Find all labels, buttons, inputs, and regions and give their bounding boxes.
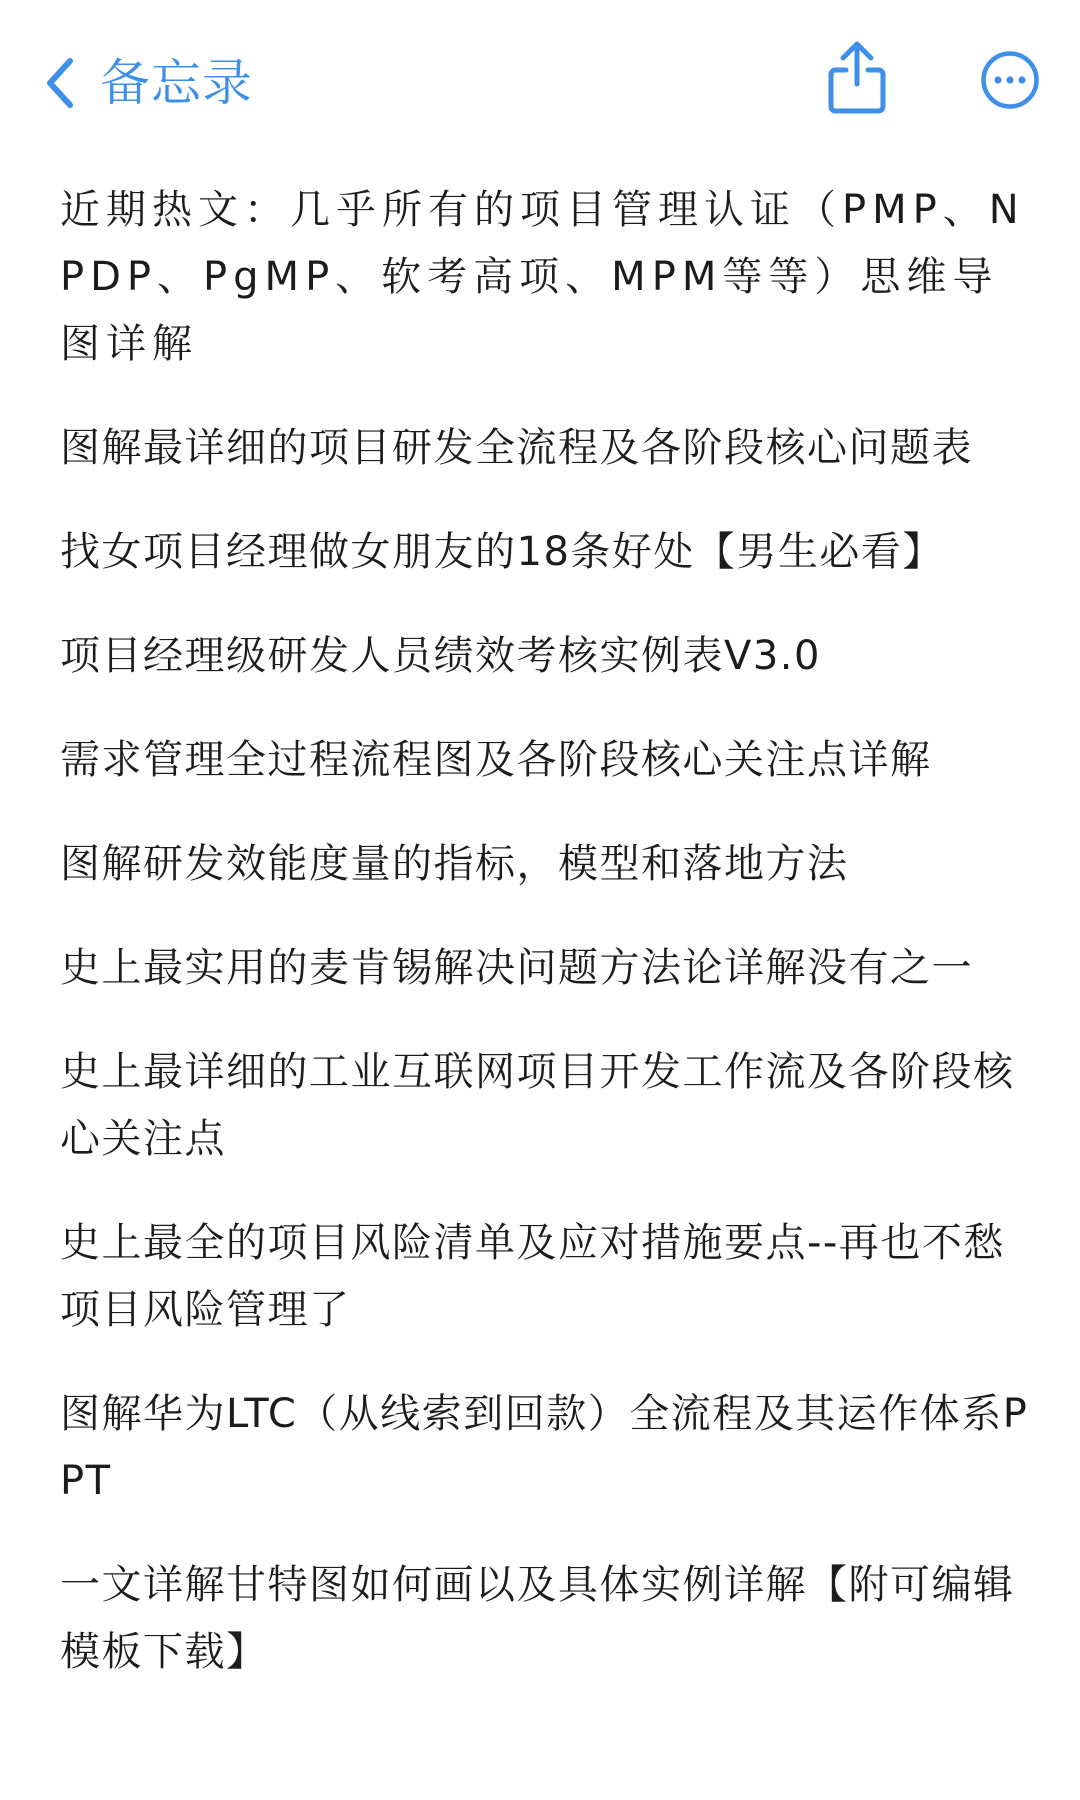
- note-line: 图解华为LTC（从线索到回款）全流程及其运作体系PPT: [60, 1391, 1029, 1504]
- more-options-button[interactable]: [980, 50, 1040, 110]
- back-button-label: 备忘录: [100, 54, 253, 112]
- share-icon: [826, 40, 888, 116]
- share-button[interactable]: [826, 40, 888, 116]
- note-line: 史上最实用的麦肯锡解决问题方法论详解没有之一: [60, 945, 973, 991]
- note-line: 找女项目经理做女朋友的18条好处【男生必看】: [60, 529, 944, 575]
- navigation-bar: [0, 0, 1080, 165]
- note-line: 需求管理全过程流程图及各阶段核心关注点详解: [60, 737, 932, 783]
- chevron-left-icon: [42, 55, 78, 111]
- note-content[interactable]: [60, 165, 1030, 1723]
- note-line: 近期热文：几乎所有的项目管理认证（PMP、NPDP、PgMP、软考高项、MPM等等）思维导图详解: [60, 187, 1025, 367]
- back-button[interactable]: [42, 50, 253, 116]
- note-line: 图解最详细的项目研发全流程及各阶段核心问题表: [60, 425, 973, 471]
- note-line: 图解研发效能度量的指标，模型和落地方法: [60, 841, 849, 887]
- note-line: 项目经理级研发人员绩效考核实例表V3.0: [60, 633, 821, 679]
- note-line: 史上最全的项目风险清单及应对措施要点--再也不愁项目风险管理了: [60, 1220, 1005, 1333]
- note-line: 史上最详细的工业互联网项目开发工作流及各阶段核心关注点: [60, 1049, 1015, 1162]
- note-line: 一文详解甘特图如何画以及具体实例详解【附可编辑模板下载】: [60, 1562, 1015, 1675]
- ellipsis-circle-icon: [980, 50, 1040, 110]
